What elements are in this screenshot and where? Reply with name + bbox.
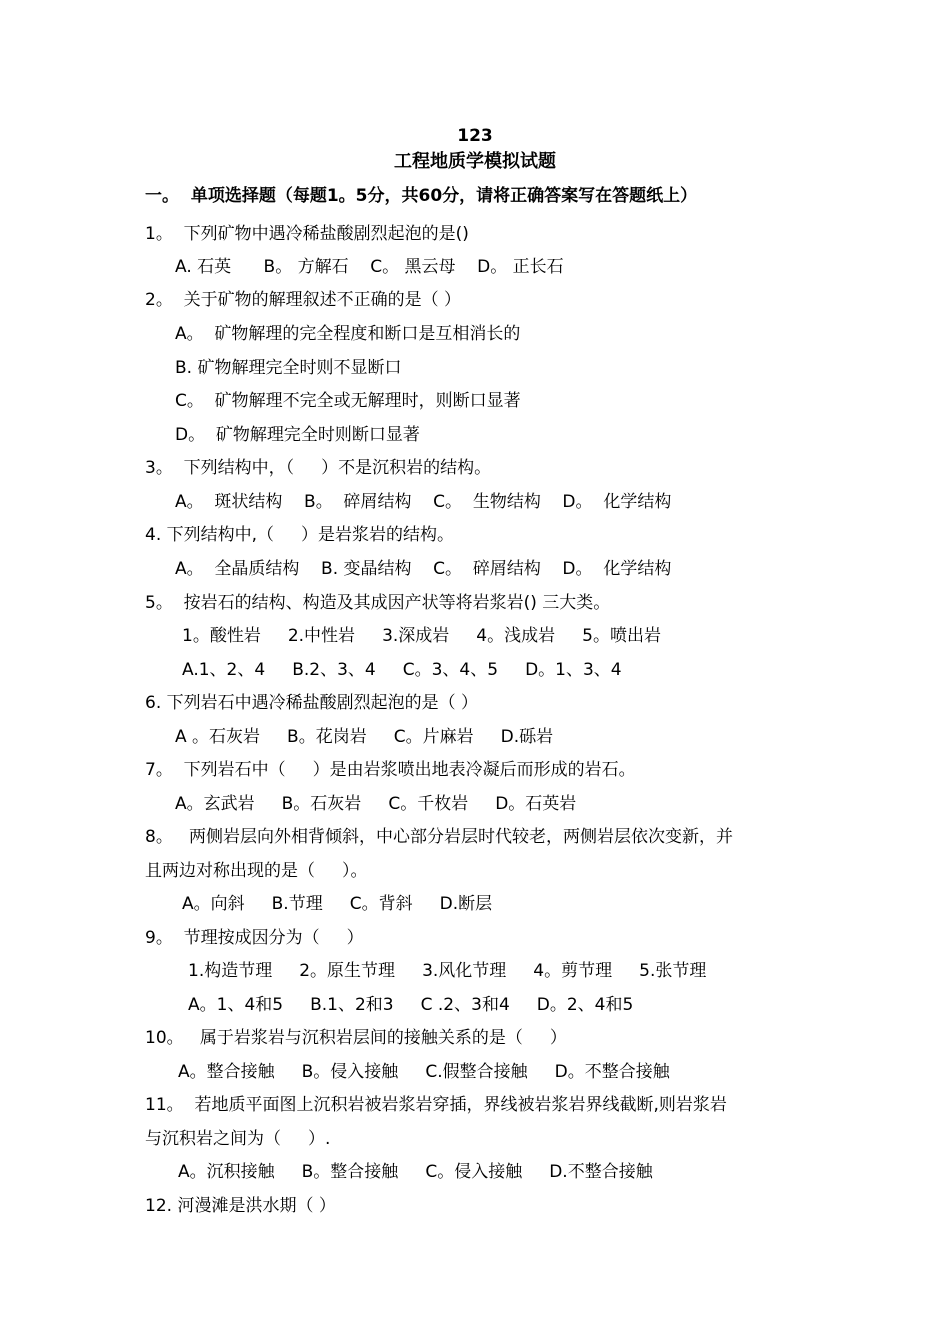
question-2-option-b: B. 矿物解理完全时则不显断口 [175,358,402,378]
question-11-line-2: 与沉积岩之间为（ ）. [145,1129,331,1149]
question-11-options: A。沉积接触 B。整合接触 C。侵入接触 D.不整合接触 [178,1162,653,1182]
question-5-options: A.1、2、4 B.2、3、4 C。3、4、5 D。1、3、4 [182,660,622,680]
question-12: 12. 河漫滩是洪水期（ ） [145,1196,336,1216]
section-heading: 一。 单项选择题（每题1。5分，共60分，请将正确答案写在答题纸上） [145,186,698,206]
question-8-options: A。向斜 B.节理 C。背斜 D.断层 [182,894,493,914]
question-4: 4. 下列结构中,（ ）是岩浆岩的结构。 [145,525,455,545]
question-7-options: A。玄武岩 B。石灰岩 C。千枚岩 D。石英岩 [175,794,577,814]
question-8-line-1: 8。 两侧岩层向外相背倾斜，中心部分岩层时代较老，两侧岩层依次变新，并 [145,827,734,847]
question-10: 10。 属于岩浆岩与沉积岩层间的接触关系的是（ ） [145,1028,567,1048]
question-4-options: A。 全晶质结构 B. 变晶结构 C。 碎屑结构 D。 化学结构 [175,559,672,579]
question-3-options: A。 斑状结构 B。 碎屑结构 C。 生物结构 D。 化学结构 [175,492,672,512]
question-9-options: A。1、4和5 B.1、2和3 C .2、3和4 D。2、4和5 [188,995,634,1015]
question-9-items: 1.构造节理 2。原生节理 3.风化节理 4。剪节理 5.张节理 [188,961,707,981]
question-11-line-1: 11。 若地质平面图上沉积岩被岩浆岩穿插，界线被岩浆岩界线截断,则岩浆岩 [145,1095,727,1115]
question-6: 6. 下列岩石中遇冷稀盐酸剧烈起泡的是（ ） [145,693,479,713]
question-7: 7。 下列岩石中（ ）是由岩浆喷出地表冷凝后而形成的岩石。 [145,760,636,780]
question-2: 2。 关于矿物的解理叙述不正确的是（ ） [145,290,462,310]
question-9: 9。 节理按成因分为（ ） [145,928,364,948]
question-3: 3。 下列结构中，（ ）不是沉积岩的结构。 [145,458,492,478]
doc-number: 123 [457,126,493,146]
doc-title: 工程地质学模拟试题 [394,151,556,172]
question-2-option-a: A。 矿物解理的完全程度和断口是互相消长的 [175,324,521,344]
question-8-line-2: 且两边对称出现的是（ ）。 [145,861,368,881]
question-5-items: 1。酸性岩 2.中性岩 3.深成岩 4。浅成岩 5。喷出岩 [182,626,661,646]
question-5: 5。 按岩石的结构、构造及其成因产状等将岩浆岩() 三大类。 [145,593,611,613]
question-10-options: A。整合接触 B。侵入接触 C.假整合接触 D。不整合接触 [178,1062,670,1082]
question-1-options: A. 石英 B。 方解石 C。 黑云母 D。 正长石 [175,257,564,277]
question-6-options: A 。石灰岩 B。花岗岩 C。片麻岩 D.砾岩 [175,727,554,747]
question-1: 1。 下列矿物中遇冷稀盐酸剧烈起泡的是() [145,224,469,244]
question-2-option-d: D。 矿物解理完全时则断口显著 [175,425,420,445]
question-2-option-c: C。 矿物解理不完全或无解理时，则断口显著 [175,391,521,411]
